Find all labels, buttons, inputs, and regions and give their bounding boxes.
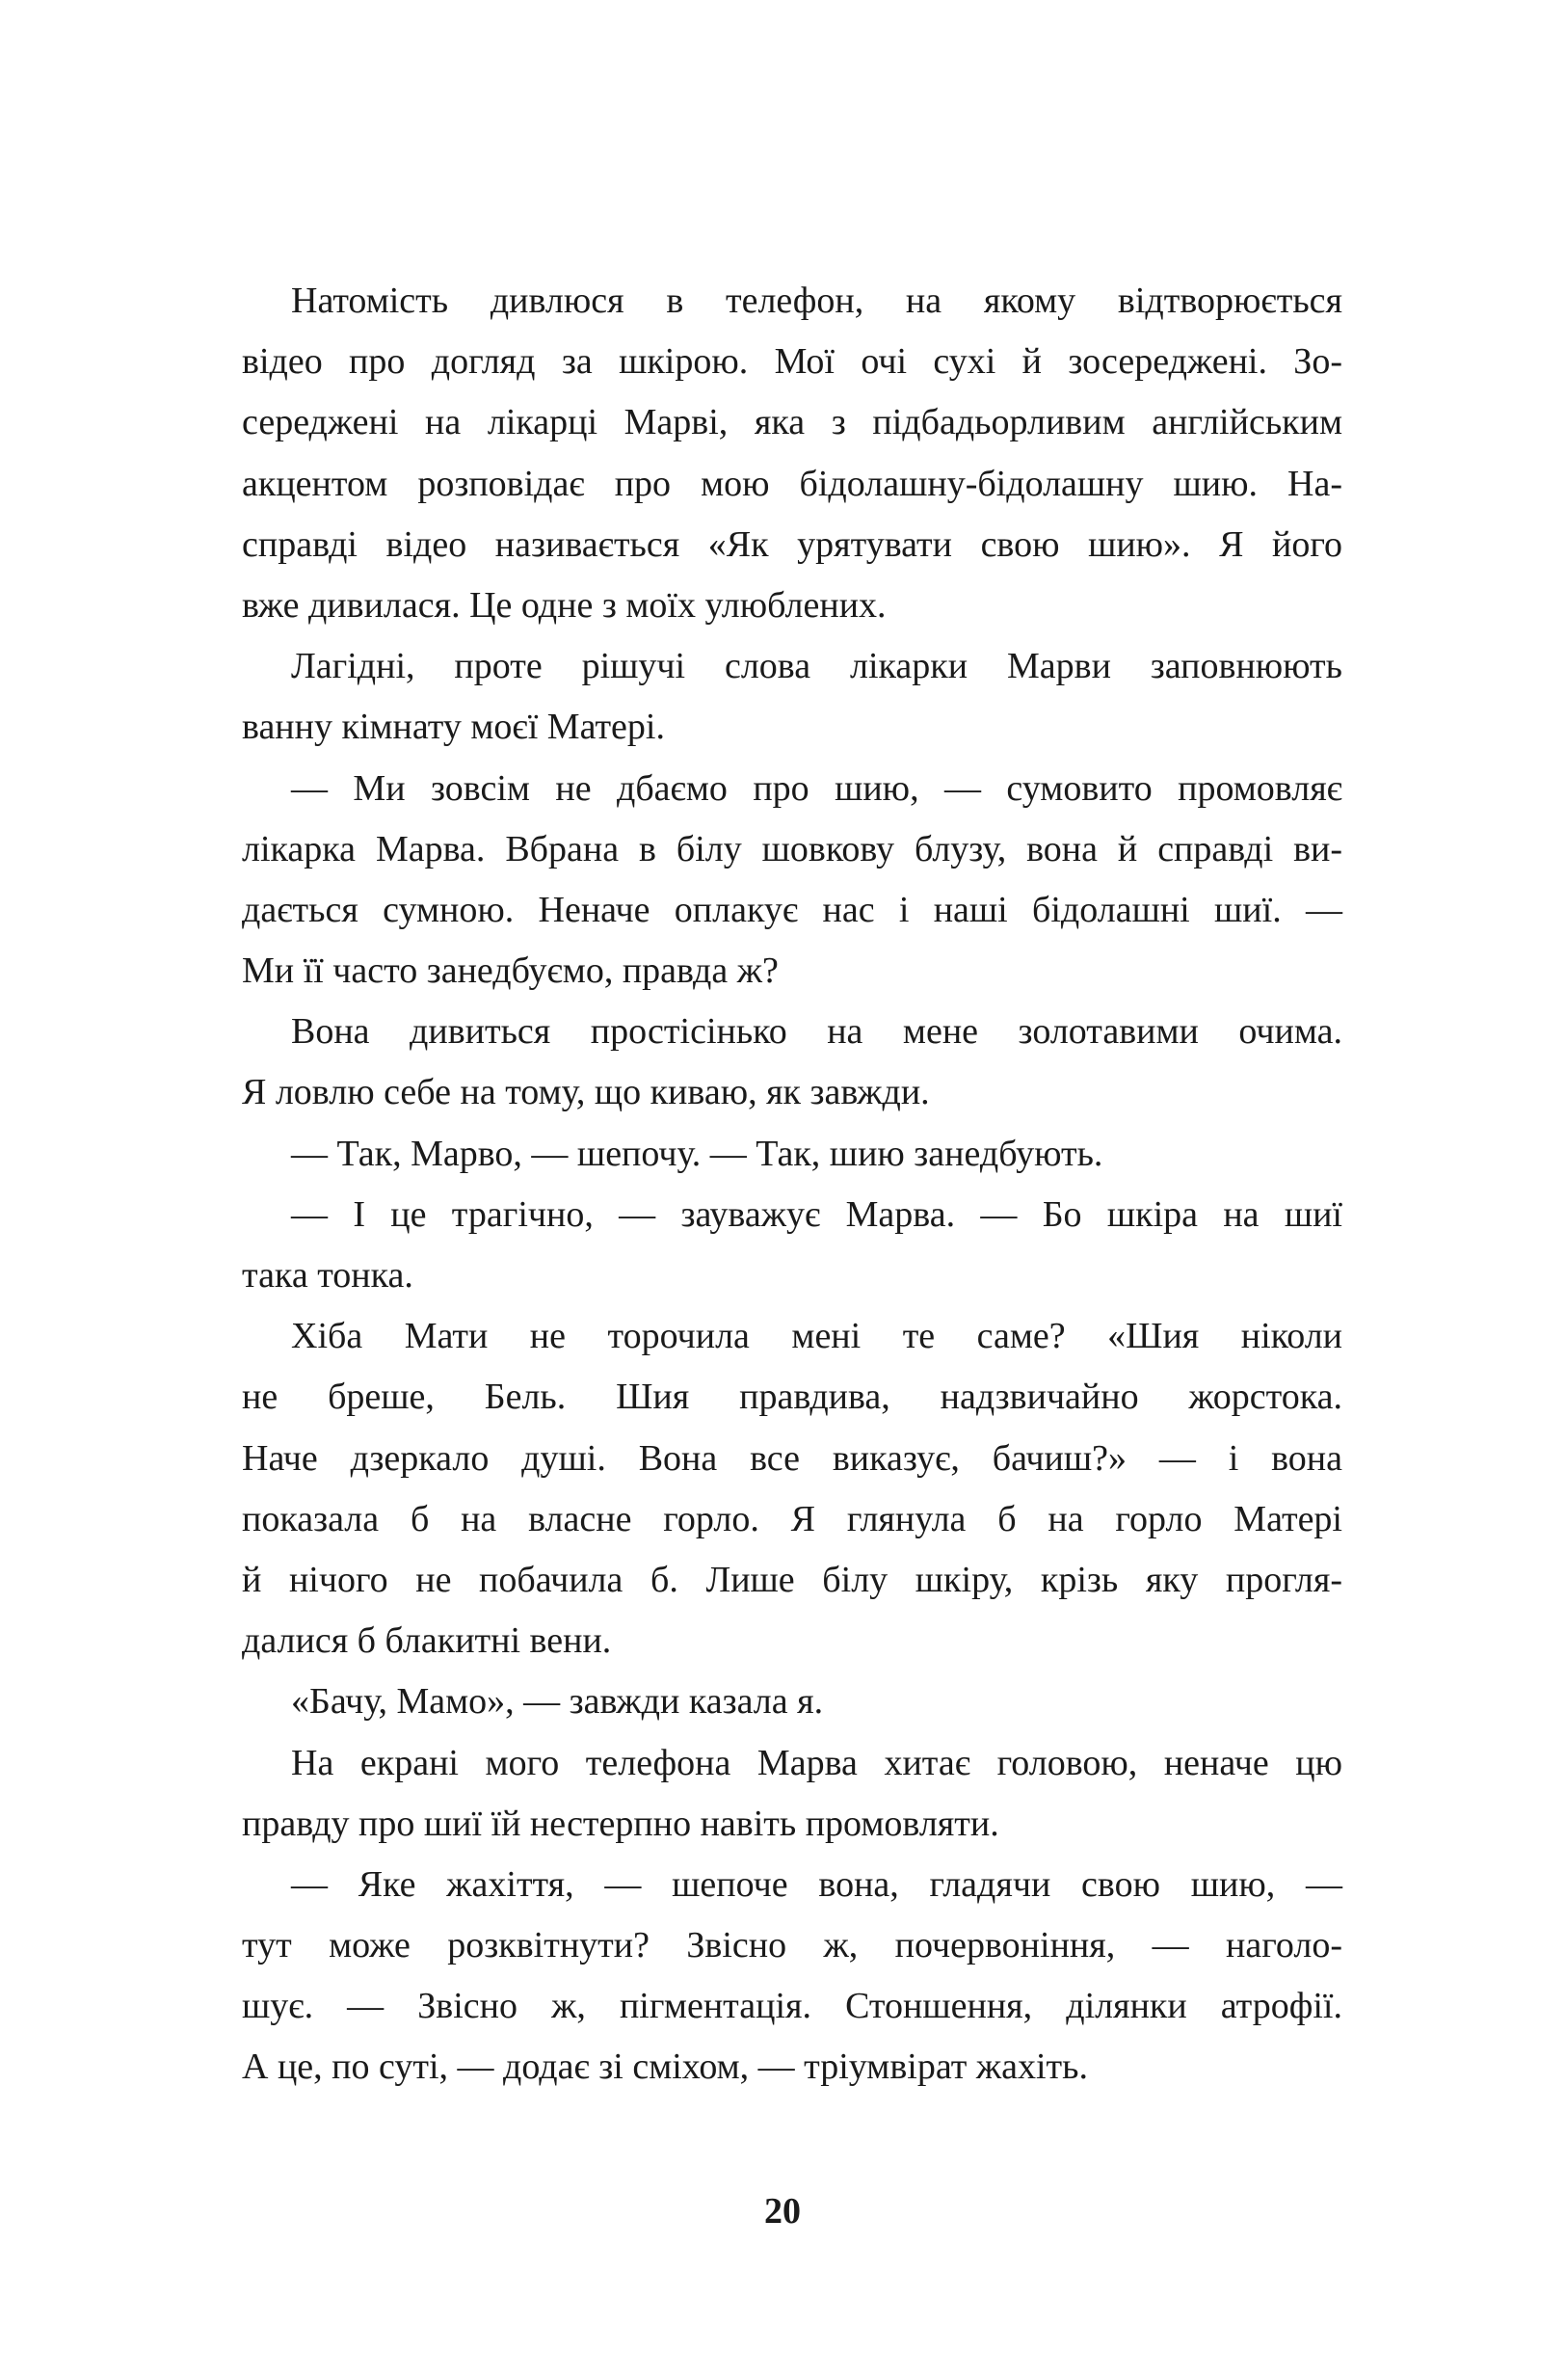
body-text xyxy=(242,271,1342,2099)
paragraph xyxy=(242,1185,1342,1306)
text-line: дається сумною. Неначе оплакує нас і наші бідолашні шиї. — xyxy=(242,889,1342,930)
text-line: показала б на власне горло. Я глянула б на горло Матері xyxy=(242,1498,1342,1539)
text-line: акцентом розповідає про мою бідолашну-бідолашну шию. На- xyxy=(242,463,1342,504)
text-line: вже дивилася. Це одне з моїх улюблених. xyxy=(242,584,887,626)
text-line: А це, по суті, — додає зі сміхом, — тріумвірат жахіть. xyxy=(242,2046,1088,2088)
text-line: правду про шиї їй нестерпно навіть промовляти. xyxy=(242,1803,999,1844)
paragraph xyxy=(242,271,1342,636)
text-line: Лагідні, проте рішучі слова лікарки Марви заповнюють xyxy=(291,646,1342,687)
paragraph xyxy=(242,1306,1342,1671)
text-line: тут може розквітнути? Звісно ж, почервоніння, — наголо- xyxy=(242,1925,1342,1966)
paragraph xyxy=(242,636,1342,758)
text-line: Ми її часто занедбуємо, правда ж? xyxy=(242,950,779,992)
text-line: ванну кімнату моєї Матері. xyxy=(242,707,665,748)
text-line: — Яке жахіття, — шепоче вона, гладячи свою шию, — xyxy=(291,1863,1342,1905)
text-line: справді відео називається «Як урятувати свою шию». Я його xyxy=(242,523,1342,565)
paragraph xyxy=(242,759,1342,1003)
text-line: Натомість дивлюся в телефон, на якому відтворюється xyxy=(291,281,1342,321)
text-line: лікарка Марва. Вбрана в білу шовкову блузу, вона й справді ви- xyxy=(242,828,1342,869)
text-line: — Ми зовсім не дбаємо про шию, — сумовито промовляє xyxy=(291,767,1342,809)
text-line: шує. — Звісно ж, пігментація. Стоншення, ділянки атрофії. xyxy=(242,1986,1342,2027)
text-line: — І це трагічно, — зауважує Марва. — Бо шкіра на шиї xyxy=(291,1193,1342,1235)
text-line: не бреше, Бель. Шия правдива, надзвичайно жорстока. xyxy=(242,1377,1342,1418)
text-line: Я ловлю себе на тому, що киваю, як завжди. xyxy=(242,1072,930,1113)
text-line: відео про догляд за шкірою. Мої очі сухі й зосереджені. Зо- xyxy=(242,341,1342,383)
text-line: Наче дзеркало душі. Вона все виказує, бачиш?» — і вона xyxy=(242,1437,1342,1479)
text-line: середжені на лікарці Марві, яка з підбадьорливим англійським xyxy=(242,402,1342,443)
paragraph xyxy=(242,1671,1342,1732)
text-line: далися б блакитні вени. xyxy=(242,1620,612,1662)
text-line: На екрані мого телефона Марва хитає головою, неначе цю xyxy=(291,1742,1342,1783)
paragraph xyxy=(242,1855,1342,2099)
paragraph xyxy=(242,1002,1342,1123)
page-number: 20 xyxy=(764,2191,801,2232)
text-line: — Так, Марво, — шепочу. — Так, шию занедбують. xyxy=(291,1133,1103,1174)
text-line: така тонка. xyxy=(242,1255,413,1296)
text-line: «Бачу, Мамо», — завжди казала я. xyxy=(291,1681,824,1723)
text-line: й нічого не побачила б. Лише білу шкіру, крізь яку прогля- xyxy=(242,1559,1342,1600)
paragraph xyxy=(242,1733,1342,1855)
text-line: Вона дивиться простісінько на мене золотавими очима. xyxy=(291,1011,1342,1053)
paragraph xyxy=(242,1124,1342,1185)
text-line: Хіба Мати не торочила мені те саме? «Шия ніколи xyxy=(291,1316,1342,1357)
